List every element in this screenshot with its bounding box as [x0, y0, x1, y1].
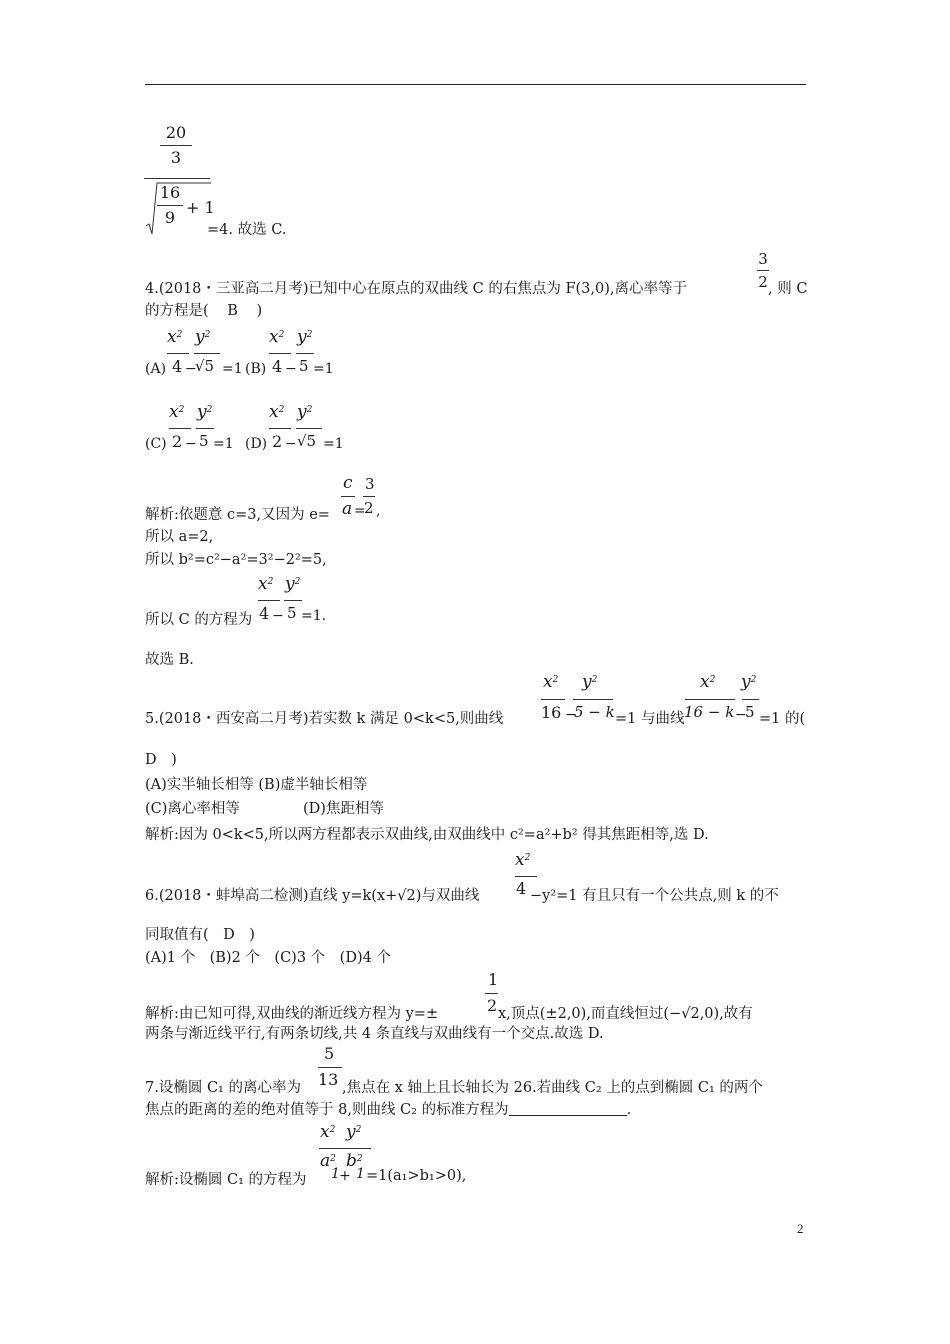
- minus-sign: −: [272, 608, 284, 624]
- b1-squared: $b^2$: [346, 1151, 363, 1171]
- x-squared: $x^2$: [258, 574, 274, 594]
- x-squared: $x^2$: [269, 327, 285, 347]
- minus-sign: −: [565, 707, 577, 723]
- page-number: 2: [797, 1221, 804, 1236]
- answer-blank[interactable]: [509, 1101, 627, 1116]
- solution-text: 解析:依题意 c=3,又因为 e=: [145, 507, 330, 523]
- denominator-5-minus-k: 5 − k: [574, 703, 615, 721]
- root-expression: [145, 180, 215, 236]
- equals-one: =1: [222, 361, 243, 377]
- solution-text: 解析:设椭圆 C₁ 的方程为: [145, 1172, 307, 1188]
- q5-solution: 解析:因为 0<k<5,所以两方程都表示双曲线,由双曲线中 c²=a²+b² 得其焦距相等,选 D.: [145, 827, 709, 843]
- option-label: (B): [245, 361, 267, 377]
- solution-text: 解析:由已知可得,双曲线的渐近线方程为 y=±: [145, 1006, 439, 1022]
- minus-sign: −: [735, 707, 747, 723]
- subscript-1: 1: [331, 1166, 340, 1182]
- q4-stem-line2: [145, 301, 262, 321]
- q7-stem-text-tail: ,焦点在 x 轴上且长轴长为 26.若曲线 C₂ 上的点到椭圆 C₁ 的两个: [342, 1080, 763, 1096]
- plus-sign: +: [339, 1168, 351, 1184]
- fraction-numerator: 1: [488, 970, 499, 989]
- x-squared: $x^2$: [700, 672, 716, 692]
- denominator-2: √5: [297, 432, 317, 450]
- minus-sign: −: [285, 361, 297, 377]
- q5-stem-mid: =1 与曲线: [615, 711, 685, 727]
- q5-option-c: (C)离心率相等: [145, 801, 240, 817]
- q5-answer-line: D ): [145, 752, 177, 768]
- denominator-4: 4: [516, 879, 527, 898]
- fraction-numerator: 5: [324, 1044, 335, 1063]
- minus-sign: −: [185, 436, 197, 452]
- top-fraction: [160, 123, 192, 168]
- subscript-1: 1: [356, 1166, 365, 1182]
- fraction-denominator: 13: [318, 1070, 339, 1089]
- y-squared: $y^2$: [741, 672, 757, 692]
- option-label: (A): [145, 361, 167, 377]
- y-squared: $y^2$: [582, 672, 598, 692]
- option-label: (C): [145, 436, 167, 452]
- q6-stem-text: 6.(2018・蚌埠高二检测)直线 y=k(x+√2)与双曲线: [145, 888, 480, 904]
- x-squared: $x^2$: [169, 402, 185, 422]
- q4-stem-line1: [145, 279, 687, 299]
- q4-option-a: [145, 325, 255, 385]
- q4-stem-tail: , 则 C: [768, 281, 808, 297]
- q5-stem-text: 5.(2018・西安高二月考)若实数 k 满足 0<k<5,则曲线: [145, 711, 504, 727]
- plus-one: + 1: [186, 198, 215, 217]
- x-squared: $x^2$: [515, 850, 531, 870]
- q6-stem-tail: −y²=1 有且只有一个公共点,则 k 的不: [530, 888, 779, 904]
- q4-option-b: [245, 325, 355, 385]
- comma: ,: [376, 503, 381, 519]
- denominator-2: 5: [199, 432, 209, 450]
- q4-solution-line3: 所以 b²=c²−a²=3²−2²=5,: [145, 552, 327, 568]
- denominator-2: 5: [287, 604, 297, 622]
- solution-text-tail: x,顶点(±2,0),而直线恒过(−√2,0),故有: [498, 1006, 753, 1022]
- denominator-1: 4: [172, 357, 183, 376]
- result-text: =4. 故选 C.: [207, 222, 287, 238]
- three-numerator: 3: [365, 475, 375, 493]
- x-squared: $x^2$: [167, 327, 183, 347]
- denominator-1: 4: [272, 357, 283, 376]
- q7-solution-line: [145, 1120, 645, 1190]
- x-squared: $x^2$: [269, 402, 285, 422]
- fraction-denominator: 2: [487, 996, 498, 1015]
- fraction-numerator: 3: [758, 250, 768, 268]
- equals-one: =1: [323, 436, 344, 452]
- q7-stem-text2: 焦点的距离的差的绝对值等于 8,则曲线 C₂ 的标准方程为: [145, 1102, 509, 1118]
- q5-options-ab: (A)实半轴长相等 (B)虚半轴长相等: [145, 777, 368, 793]
- q4-option-c: [145, 400, 255, 460]
- y-squared: $y^2$: [197, 402, 213, 422]
- q6-solution-line1: [145, 968, 815, 1024]
- q7-stem-line1: [145, 1044, 815, 1100]
- y-squared: $y^2$: [285, 574, 301, 594]
- q5-option-d: (D)焦距相等: [303, 801, 384, 817]
- y-squared: $y^2$: [297, 402, 313, 422]
- fraction-numerator: 20: [165, 123, 187, 142]
- equals-one: =1: [313, 361, 334, 377]
- main-fraction-bar: [144, 178, 210, 179]
- q4-solution-line4: [145, 572, 445, 627]
- fraction-denominator: 9: [164, 208, 176, 227]
- solution-text-tail: =1(a₁>b₁>0),: [366, 1168, 467, 1184]
- denominator-1: 2: [172, 432, 183, 451]
- q6-stem-line1: [145, 848, 815, 904]
- q4-answer: B: [227, 303, 238, 319]
- q7-stem-line2: [145, 1100, 631, 1120]
- c-numerator: c: [343, 473, 353, 493]
- q4-stem-text: 4.(2018・三亚高二月考)已知中心在原点的双曲线 C 的右焦点为 F(3,0),离心率等于: [145, 281, 688, 297]
- q4-option-d: [245, 400, 355, 460]
- q7-stem-text: 7.设椭圆 C₁ 的离心率为: [145, 1080, 301, 1096]
- x-squared: $x^2$: [543, 672, 559, 692]
- equals-sign: =: [354, 503, 366, 519]
- a1-squared: $a^2$: [320, 1151, 336, 1171]
- equals-one: =1: [213, 436, 234, 452]
- q5-stem-end: =1 的(: [759, 711, 806, 727]
- period: .: [626, 1102, 632, 1118]
- q4-close-paren: ): [256, 303, 263, 319]
- fraction-numerator: 16: [159, 183, 181, 202]
- denominator-16-minus-k: 16 − k: [684, 703, 735, 721]
- fraction-denominator: 2: [758, 273, 768, 291]
- q6-solution-line2: 两条与渐近线平行,有两条切线,共 4 条直线与双曲线有一个交点.故选 D.: [145, 1026, 604, 1042]
- y-squared: $y^2$: [346, 1122, 362, 1142]
- equals-one: =1.: [301, 608, 327, 624]
- q4-stem-text2: 的方程是(: [145, 303, 209, 319]
- two-denominator: 2: [364, 499, 374, 517]
- q4-solution-line1: [145, 473, 545, 523]
- minus-sign: −: [285, 436, 297, 452]
- denominator-16: 16: [541, 703, 562, 722]
- denominator-2: 5: [299, 357, 309, 375]
- y-squared: $y^2$: [195, 327, 211, 347]
- fraction-denominator: 3: [170, 148, 182, 167]
- q5-stem-line1: [145, 670, 815, 726]
- q6-stem-line2: 同取值有( D ): [145, 927, 255, 943]
- option-label: (D): [245, 436, 268, 452]
- minus-sign: −: [185, 361, 197, 377]
- header-rule: [145, 84, 806, 85]
- y-squared: $y^2$: [297, 327, 313, 347]
- a-denominator: a: [342, 499, 353, 519]
- q4-solution-line2: 所以 a=2,: [145, 529, 214, 545]
- q6-options: (A)1 个 (B)2 个 (C)3 个 (D)4 个: [145, 950, 391, 966]
- denominator-1: 4: [259, 604, 270, 623]
- denominator-2: √5: [195, 357, 215, 375]
- denominator-5: 5: [745, 703, 755, 721]
- q4-solution-line5: 故选 B.: [145, 652, 194, 668]
- solution-text: 所以 C 的方程为: [145, 612, 253, 628]
- denominator-1: 2: [272, 432, 283, 451]
- x-squared: $x^2$: [320, 1122, 336, 1142]
